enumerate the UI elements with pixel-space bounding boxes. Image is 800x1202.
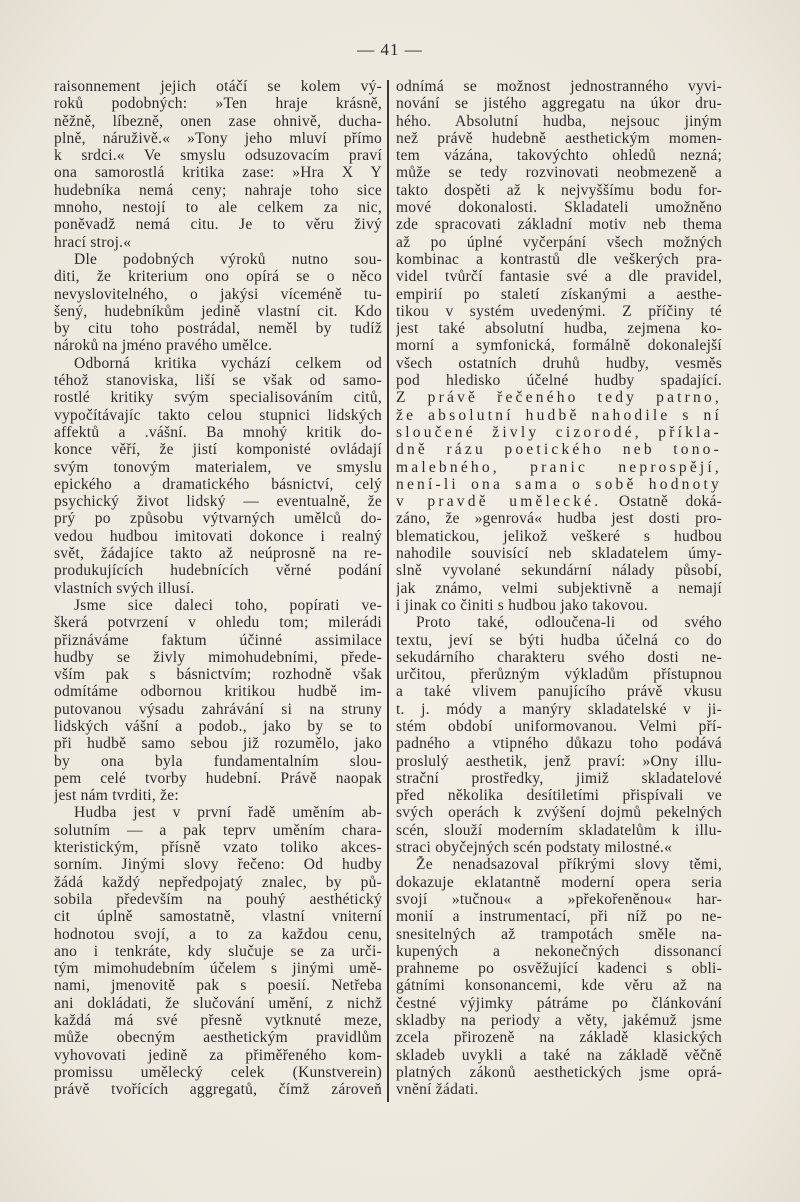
line-text: straci obyčejných scén podstaty milostné.« [396, 839, 673, 857]
text-line [54, 977, 382, 994]
text-line [396, 718, 722, 735]
line-text: lidských vášní a podob., jako by se to [54, 717, 382, 735]
line-text: tým mimohudebním účelem s jinými umě- [54, 960, 382, 978]
text-line [396, 580, 722, 597]
text-line [54, 597, 382, 614]
spaced-emphasis-text: Z právě řečeného tedy patrno, [396, 389, 722, 407]
text-line [396, 268, 722, 285]
line-text: zde spracovati základní motiv neb thema [396, 216, 722, 234]
text-line [396, 839, 722, 856]
text-line [54, 545, 382, 562]
text-line [396, 926, 722, 943]
line-text: jest také absolutní hudba, zejmena ko- [396, 320, 722, 338]
text-line [54, 337, 382, 354]
line-text: epického a dramatického básnictví, celý [54, 475, 382, 493]
text-line [54, 666, 382, 683]
text-line [396, 977, 722, 994]
text-line [396, 493, 722, 510]
line-text: proslulý aesthetik, jenž praví: »Ony illu- [396, 752, 722, 770]
text-line [396, 1012, 722, 1029]
text-line [54, 476, 382, 493]
line-text: ano i tenkráte, kdy slučuje se za urči- [54, 942, 382, 960]
text-line [54, 753, 382, 770]
text-line [54, 683, 382, 700]
spaced-emphasis-text: není-li ona sama o sobě hodnoty [396, 475, 722, 493]
text-line [54, 1047, 382, 1064]
text-line [54, 856, 382, 873]
text-line [396, 891, 722, 908]
text-line [54, 770, 382, 787]
line-text: Dle podobných výroků nutno sou- [74, 250, 382, 268]
text-line [54, 182, 382, 199]
text-line [54, 234, 382, 251]
text-line [54, 303, 382, 320]
line-text: čestné výjimky pátráme po článkování [396, 994, 722, 1012]
line-text: textu, jeví se býti hudba účelná co do [396, 631, 722, 649]
line-text: přiznáváme faktum účinné assimilace [54, 631, 382, 649]
line-text: vším pak s básnictvím; rozhodně však [54, 666, 382, 684]
line-text: kupených a nekonečných dissonancí [396, 942, 722, 960]
text-line [396, 735, 722, 752]
text-line [396, 995, 722, 1012]
text-line [396, 389, 722, 406]
line-text: sekudárního charakteru svého dosti ne- [396, 648, 722, 666]
text-line [54, 389, 382, 406]
text-line [54, 735, 382, 752]
line-text: žádá každý nepředpojatý znalec, by pů- [54, 873, 382, 891]
text-line [396, 1047, 722, 1064]
line-text: nároků na jméno pravého umělce. [54, 337, 273, 355]
line-text: může obecným aesthetickým pravidlům [54, 1029, 382, 1047]
text-line [54, 1012, 382, 1029]
text-line [54, 908, 382, 925]
text-line [54, 1064, 382, 1081]
line-text: dokazuje eklatantně moderní opera seria [396, 873, 722, 891]
text-line [396, 164, 722, 181]
text-line [396, 113, 722, 130]
line-text: mnoho, nestojí to ale celkem za nic, [54, 199, 382, 217]
text-line [396, 683, 722, 700]
line-text: diti, že kriterium ono opírá se o něco [54, 268, 382, 286]
line-text: jest nám tvrditi, že: [54, 787, 179, 805]
line-text: poněvadž nemá citu. Je to věru živý [54, 216, 382, 234]
line-text: plně, náruživě.« »Tony jeho mluví přímo [54, 129, 382, 147]
line-text: hého. Absolutní hudba, nejsouc jiným [396, 112, 722, 130]
text-line [396, 251, 722, 268]
text-line [54, 943, 382, 960]
line-text: snesitelných až trampotách směle na- [396, 925, 722, 943]
line-text: roků podobných: »Ten hraje krásně, [54, 95, 382, 113]
line-text: Ostatně doká- [601, 493, 722, 511]
line-text: i jinak co činiti s hudbou jako takovou. [396, 596, 648, 614]
text-line [396, 960, 722, 977]
column-divider [387, 80, 389, 1102]
line-text: prahneme po osvěžující kadenci s obli- [396, 960, 722, 978]
text-line [396, 510, 722, 527]
text-line [54, 164, 382, 181]
line-text: k srdci.« Ve smyslu odsuzovacím praví [54, 147, 382, 165]
text-line [396, 147, 722, 164]
text-line [396, 701, 722, 718]
text-line [54, 891, 382, 908]
text-line [396, 1081, 722, 1098]
text-line [54, 493, 382, 510]
line-text: hudebníka nemá ceny; nahraje toho sice [54, 181, 382, 199]
text-line [396, 649, 722, 666]
text-line [54, 528, 382, 545]
text-line [396, 441, 722, 458]
text-line [396, 234, 722, 251]
line-text: raisonnement jejich otáčí se kolem vý- [54, 78, 382, 95]
line-text: solutním — a pak teprv uměním chara- [54, 821, 382, 839]
text-line [396, 286, 722, 303]
line-text: až po úplné vyčerpání všech možných [396, 233, 722, 251]
line-text: odmítáme odbornou kritikou hudbě im- [54, 683, 382, 701]
text-line [54, 424, 382, 441]
line-text: putovanou výsadu zahrávání si na struny [54, 700, 382, 718]
line-text: něžně, líbezně, onen zase ohnivě, ducha- [54, 112, 382, 130]
text-line [54, 459, 382, 476]
line-text: právě tvořících aggregatů, čímž zároveň [54, 1081, 382, 1099]
line-text: odnímá se možnost jednostranného vyvi- [396, 78, 722, 95]
text-line [54, 839, 382, 856]
text-line [396, 303, 722, 320]
text-line [54, 320, 382, 337]
line-text: nevyslovitelného, o jakýsi víceméně tu- [54, 285, 382, 303]
line-text: vedou hudbou imitovati dokonce i realný [54, 527, 382, 545]
line-text: hrací stroj.« [54, 233, 132, 251]
line-text: padného a vtipného důkazu toho podává [396, 735, 722, 753]
text-line [396, 787, 722, 804]
line-text: kteristickým, přísně vzato toliko akces- [54, 839, 382, 857]
text-line [396, 372, 722, 389]
text-line [396, 78, 722, 95]
line-text: morní a symfonická, formálně dokonalejší [396, 337, 722, 355]
text-line [396, 337, 722, 354]
line-text: a také vlivem panujícího právě vkusu [396, 683, 722, 701]
line-text: monií a instrumentací, při níž po ne- [396, 908, 722, 926]
text-line [54, 614, 382, 631]
text-line [396, 632, 722, 649]
line-text: nami, jmenovitě pak s poesií. Netřeba [54, 977, 382, 995]
line-text: Jsme sice daleci toho, popírati ve- [74, 596, 382, 614]
line-text: skladeb uvykli a také na základě věčně [396, 1046, 722, 1064]
text-line [54, 787, 382, 804]
text-line [396, 407, 722, 424]
spaced-emphasis-text: dně rázu poetického neb tono- [396, 441, 722, 459]
line-text: psychický život lidský — eventualně, že [54, 493, 382, 511]
line-text: pem celé tvorby hudební. Právě naopak [54, 769, 382, 787]
line-text: platných zákonů aesthetických jsme oprá- [396, 1063, 722, 1081]
text-line [396, 199, 722, 216]
line-text: vypočítávajíc takto celou stupnici lidských [54, 406, 382, 424]
spaced-emphasis-text: že absolutní hudbě nahodile s ní [396, 406, 722, 424]
text-line [54, 510, 382, 527]
line-text: videl tvůrčí fantasie své a dle pravidel, [396, 268, 722, 286]
line-text: skladby na periody a věty, jakémuž jsme [396, 1012, 722, 1030]
line-text: sobila především na pouhý aesthétický [54, 890, 382, 908]
text-line [396, 545, 722, 562]
text-line [396, 320, 722, 337]
text-line [54, 804, 382, 821]
line-text: svých operách k zvýšení dojmů pekelných [396, 804, 722, 822]
text-line [396, 1029, 722, 1046]
spaced-emphasis-text: v pravdě umělecké. [396, 493, 602, 511]
line-text: nahodile souvisící neb skladatelem úmy- [396, 545, 722, 563]
line-text: určitou, přerůzným výkladům přístupnou [396, 666, 722, 684]
text-line [396, 95, 722, 112]
text-line [54, 580, 382, 597]
text-line [396, 562, 722, 579]
text-line [396, 355, 722, 372]
line-text: cit úplně samostatně, vlastní vniterní [54, 908, 382, 926]
line-text: všech ostatních druhů hudby, vesměs [396, 354, 722, 372]
line-text: rostlé kritiky svým specialisováním citů, [54, 389, 382, 407]
text-line [396, 856, 722, 873]
line-text: záno, že »genrová« hudba jest dosti pro- [396, 510, 722, 528]
text-line [54, 926, 382, 943]
text-line [54, 268, 382, 285]
text-line [54, 113, 382, 130]
text-line [54, 251, 382, 268]
line-text: škerá potvrzení v ohledu tom; milerádi [54, 614, 382, 632]
line-text: jak známo, velmi subjektivně a nemají [396, 579, 722, 597]
text-line [54, 355, 382, 372]
page-number: — 41 — [357, 40, 423, 59]
text-line [54, 701, 382, 718]
line-text: affektů a .vášní. Ba mnohý kritik do- [54, 423, 382, 441]
line-text: slně vyvolané sekundární nálady působí, [396, 562, 722, 580]
spaced-emphasis-text: malebného, pranic neprospějí, [396, 458, 722, 476]
text-line [396, 182, 722, 199]
text-line [396, 528, 722, 545]
line-text: strační prostředky, jimiž skladatelové [396, 769, 722, 787]
line-text: Proto také, odloučena-li od svého [416, 614, 722, 632]
text-line [54, 960, 382, 977]
line-text: empirií po staletí získanými a aesthe- [396, 285, 722, 303]
line-text: vlastních svých illusí. [54, 579, 195, 597]
text-line [54, 632, 382, 649]
line-text: svět, žádajíce takto až neúprosně na re- [54, 545, 382, 563]
line-text: svojí »tučnou« a »překořeněnou« har- [396, 890, 722, 908]
line-text: takto dospěti až k nejvyššímu bodu for- [396, 181, 722, 199]
line-text: t. j. módy a manýry skladatelské v ji- [396, 700, 722, 718]
line-text: než právě hudebně aesthetickým momen- [396, 129, 722, 147]
left-column [54, 78, 382, 1099]
line-text: promissu umělecký celek (Kunstverein) [54, 1063, 382, 1081]
line-text: Že nenadsazoval příkrými slovy těmi, [416, 856, 722, 874]
text-line [396, 874, 722, 891]
text-line [54, 1029, 382, 1046]
line-text: ani dokládati, že slučování umění, z nichž [54, 994, 382, 1012]
text-line [54, 372, 382, 389]
text-line [396, 130, 722, 147]
line-text: může se tedy rozvinovati neobmezeně a [396, 164, 722, 182]
line-text: gátními konsonancemi, kde věru až na [396, 977, 722, 995]
text-line [54, 1081, 382, 1098]
line-text: každá má své přesně vytknuté meze, [54, 1012, 382, 1030]
text-line [54, 441, 382, 458]
text-line [396, 614, 722, 631]
text-line [54, 407, 382, 424]
line-text: zcela přirozeně na základě klasických [396, 1029, 722, 1047]
text-line [54, 718, 382, 735]
line-text: prý po způsobu výtvarných umělců do- [54, 510, 382, 528]
line-text: nování se jistého aggregatu na úkor dru- [396, 95, 722, 113]
text-line [396, 770, 722, 787]
text-line [54, 216, 382, 233]
line-text: produkujících hudebnících věrné podání [54, 562, 382, 580]
line-text: před několika desítiletími přispívali ve [396, 787, 722, 805]
text-line [54, 874, 382, 891]
text-line [54, 130, 382, 147]
line-text: by citu toho postrádal, neměl by tudíž [54, 320, 382, 338]
text-line [396, 459, 722, 476]
text-line [54, 78, 382, 95]
line-text: tikou v systém uvedenými. Z příčiny té [396, 302, 722, 320]
text-line [54, 95, 382, 112]
line-text: tem vázána, takovýchto ohledů nezná; [396, 147, 722, 165]
text-line [396, 216, 722, 233]
text-line [54, 649, 382, 666]
line-text: mové dokonalosti. Skladateli umožněno [396, 199, 722, 217]
text-line [54, 995, 382, 1012]
text-line [396, 1064, 722, 1081]
text-line [396, 908, 722, 925]
spaced-emphasis-text: sloučené živly cizorodé, příkla- [396, 423, 722, 441]
line-text: Hudba jest v první řadě uměním ab- [74, 804, 382, 822]
text-line [396, 666, 722, 683]
right-column [396, 78, 722, 1099]
line-text: hudby se živly mimohudebními, přede- [54, 648, 382, 666]
text-line [396, 804, 722, 821]
line-text: by ona byla fundamentalním slou- [54, 752, 382, 770]
line-text: svým tonovým materialem, ve smyslu [54, 458, 382, 476]
line-text: Odborná kritika vychází celkem od [74, 354, 382, 372]
line-text: blematickou, jelikož veškeré s hudbou [396, 527, 722, 545]
line-text: sorním. Jinými slovy řečeno: Od hudby [54, 856, 382, 874]
line-text: téhož stanoviska, liší se však od samo- [54, 372, 382, 390]
text-line [54, 286, 382, 303]
text-line [396, 753, 722, 770]
text-line [54, 147, 382, 164]
line-text: při hudbě samo sebou již rozumělo, jako [54, 735, 382, 753]
text-line [54, 822, 382, 839]
line-text: vnění žádati. [396, 1081, 479, 1099]
line-text: konce věří, že jistí komponisté ovládají [54, 441, 382, 459]
line-text: stém období uniformovanou. Velmi pří- [396, 717, 722, 735]
line-text: pod hledisko účelné hudby spadající. [396, 372, 722, 390]
text-line [396, 597, 722, 614]
text-line [54, 562, 382, 579]
text-line [396, 424, 722, 441]
line-text: ona samorostlá kritika zase: »Hra X Y [54, 164, 382, 182]
line-text: vyhovovati jedině za přiměřeného kom- [54, 1046, 382, 1064]
text-line [396, 822, 722, 839]
text-line [396, 943, 722, 960]
text-line [396, 476, 722, 493]
line-text: hodnotou svojí, a to za každou cenu, [54, 925, 382, 943]
line-text: šený, hudebníkům jedině vlastní cit. Kdo [54, 302, 382, 320]
line-text: kombinac a kontrastů dle veškerých pra- [396, 250, 722, 268]
text-line [54, 199, 382, 216]
line-text: scén, slouží moderním skladatelům k illu- [396, 821, 722, 839]
